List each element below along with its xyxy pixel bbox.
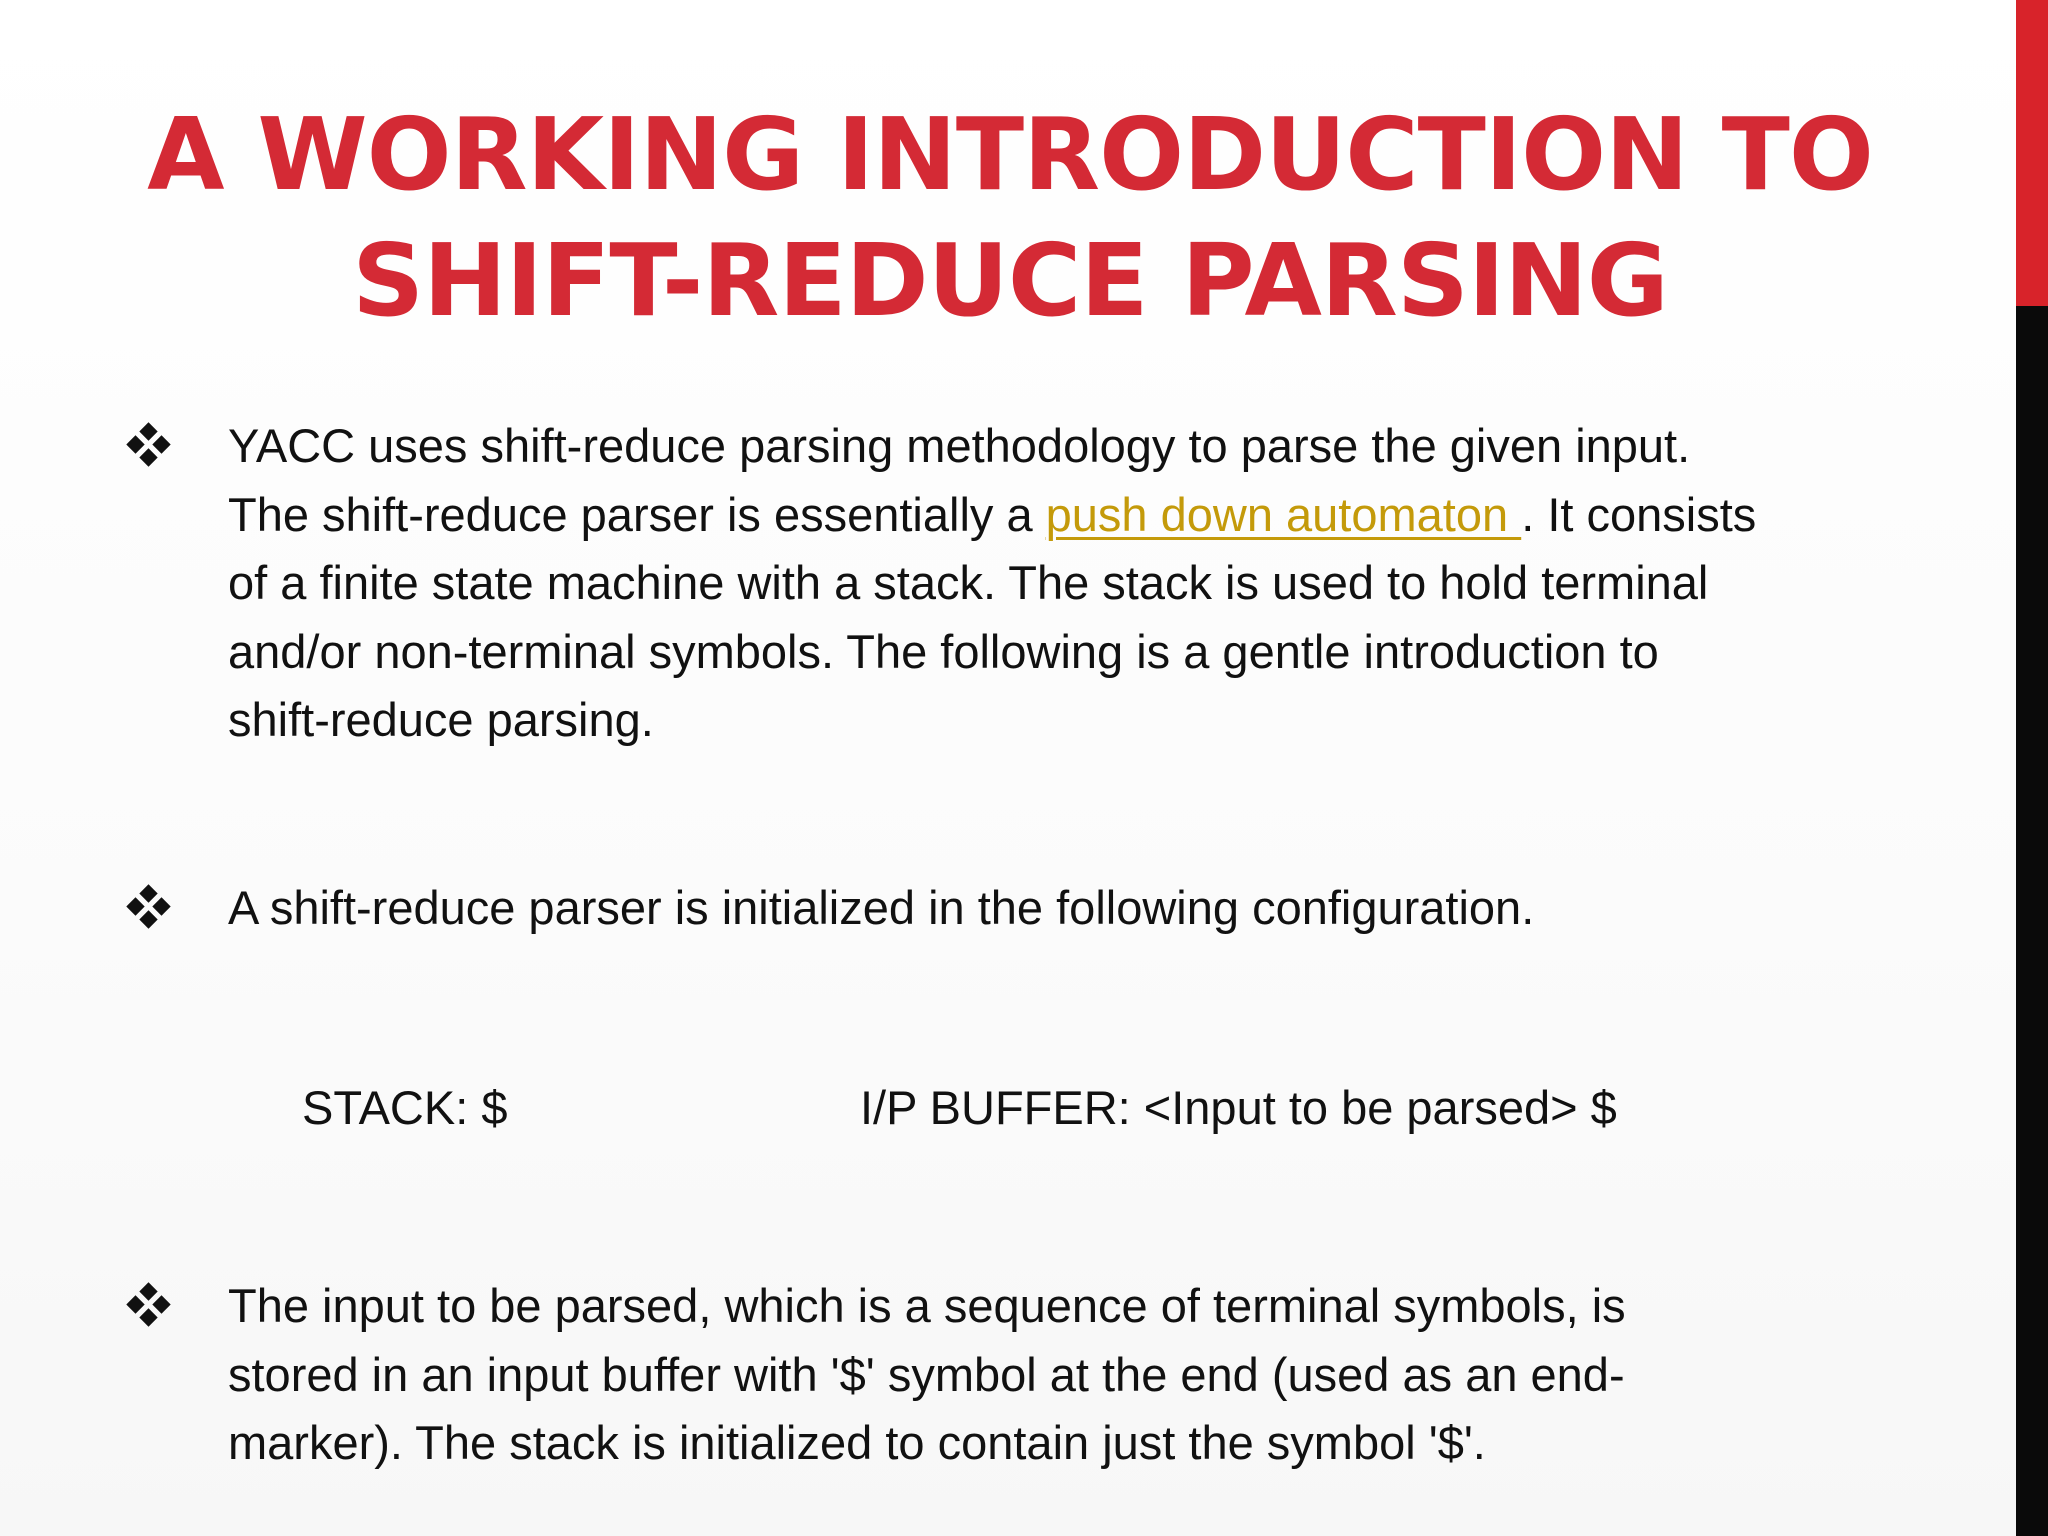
bullet-line-with-link: [228, 481, 1948, 550]
line-text-after-link: . It consists: [1521, 487, 1757, 541]
four-diamond-bullet-icon: [126, 884, 172, 930]
bullet-line: The input to be parsed, which is a sequence of terminal symbols, is: [228, 1279, 1626, 1332]
bullet-line: shift-reduce parsing.: [228, 693, 654, 746]
bullet-line: stored in an input buffer with '$' symbol at the end (used as an end-: [228, 1347, 1625, 1401]
title-line-1: A WORKING INTRODUCTION TO: [147, 96, 1873, 213]
title-line-2: SHIFT-REDUCE PARSING: [352, 222, 1668, 339]
four-diamond-bullet-icon: [126, 1282, 172, 1328]
bullet-text: [228, 1272, 1948, 1478]
bullet-line: of a finite state machine with a stack. The stack is used to hold terminal: [228, 556, 1709, 609]
slide-title: [60, 92, 1960, 344]
line-text-before-link: The shift-reduce parser is essentially a: [228, 487, 1046, 541]
stack-configuration: STACK: $: [302, 1081, 508, 1134]
bullet-text: [228, 412, 1948, 755]
four-diamond-bullet-icon: [126, 422, 172, 468]
push-down-automaton-link[interactable]: push down automaton: [1045, 487, 1522, 541]
accent-bar-black: [2016, 306, 2048, 1536]
input-buffer-configuration: I/P BUFFER: <Input to be parsed> $: [860, 1081, 1617, 1134]
bullet-line: YACC uses shift-reduce parsing methodology to parse the given input.: [228, 419, 1691, 472]
bullet-line: marker). The stack is initialized to contain just the symbol '$'.: [228, 1416, 1486, 1469]
bullet-line: A shift-reduce parser is initialized in the following configuration.: [228, 881, 1535, 934]
accent-bar-red: [2016, 0, 2048, 306]
bullet-text: [228, 874, 1948, 943]
bullet-line: and/or non-terminal symbols. The following is a gentle introduction to: [228, 624, 1659, 678]
